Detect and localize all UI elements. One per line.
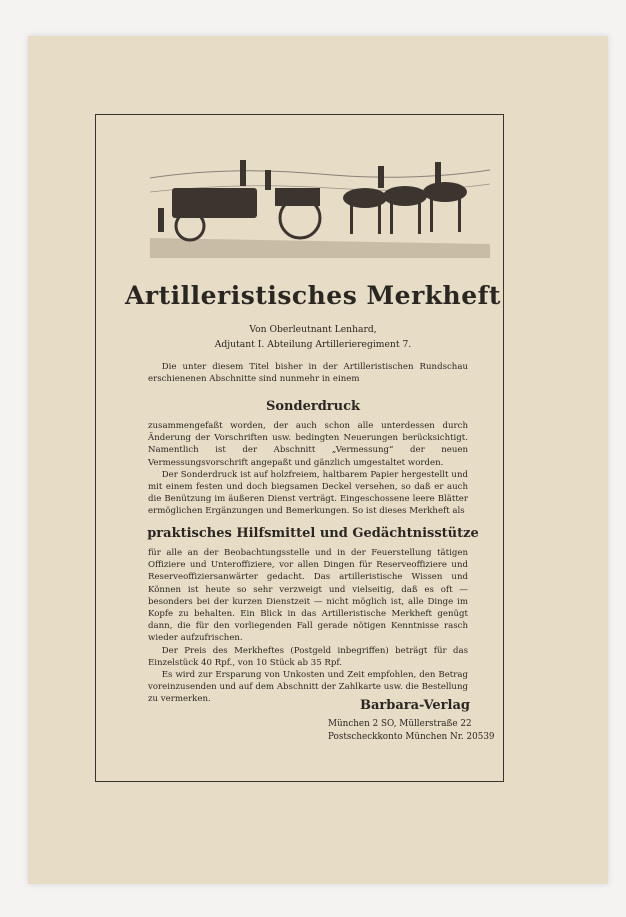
intro-text: Die unter diesem Titel bisher in der Artilleristischen Rundschau erschienenen Abschnitte sind nunmehr in einem <box>148 362 468 385</box>
body-paragraphs-1 <box>148 420 468 518</box>
paragraph-5: Es wird zur Ersparung von Unkosten und Zeit empfohlen, den Betrag voreinzusenden und auf dem Abschnitt der Zahlkarte usw. die Bestellung zu vermerken. <box>148 670 468 705</box>
heading-hilfsmittel: praktisches Hilfsmittel und Gedächtnisstütze <box>147 526 479 541</box>
publisher-address: München 2 SO, Müllerstraße 22 <box>328 719 472 729</box>
publisher-name: Barbara-Verlag <box>360 698 470 713</box>
body-paragraphs-2 <box>148 547 468 706</box>
paragraph-4: Der Preis des Merkheftes (Postgeld inbegriffen) beträgt für das Einzelstück 40 Rpf., von 10 Stück ab 35 Rpf. <box>148 645 468 668</box>
postal-account: Postscheckkonto München Nr. 20539 <box>328 732 495 742</box>
paragraph-1: zusammengefaßt worden, der auch schon alle unterdessen durch Änderung der Vorschriften usw. bedingten Neuerungen berücksichtigt. Namentlich ist der Abschnitt „Vermessung“ der neuen Vermessungsvorschrift angepaßt und gänzlich umgestaltet worden. <box>148 421 468 468</box>
author-rank: Adjutant I. Abteilung Artillerieregiment 7. <box>214 339 412 350</box>
artillery-horses-illustration <box>150 148 490 258</box>
author-byline: Von Oberleutnant Lenhard, <box>249 324 377 335</box>
paragraph-3: für alle an der Beobachtungsstelle und in der Feuerstellung tätigen Offiziere und Unteroffiziere, vor allen Dingen für Reserveoffiziere und Reserveoffiziersanwärter gedacht. Das artilleristische Wissen und Können ist heute so sehr verzweigt und vielseitig, daß es oft — besonders bei der kurzen Dienstzeit — nicht möglich ist, alle Dinge im Kopfe zu behalten. Ein Blick in das Artilleristische Merkheft genügt dann, die für den vorliegenden Fall gerade nötigen Kenntnisse rasch wieder aufzufrischen. <box>148 548 468 644</box>
paragraph-2: Der Sonderdruck ist auf holzfreiem, haltbarem Papier hergestellt und mit einem festen und doch biegsamen Deckel versehen, so daß er auch die Benützung im äußeren Dienst verträgt. Eingeschossene leere Blätter ermöglichen Ergänzungen und Bemerkungen. So ist dieses Merkheft als <box>148 469 468 517</box>
page-title: Artilleristisches Merkheft <box>125 281 501 310</box>
intro-paragraph <box>148 361 468 385</box>
heading-sonderdruck: Sonderdruck <box>265 399 361 414</box>
